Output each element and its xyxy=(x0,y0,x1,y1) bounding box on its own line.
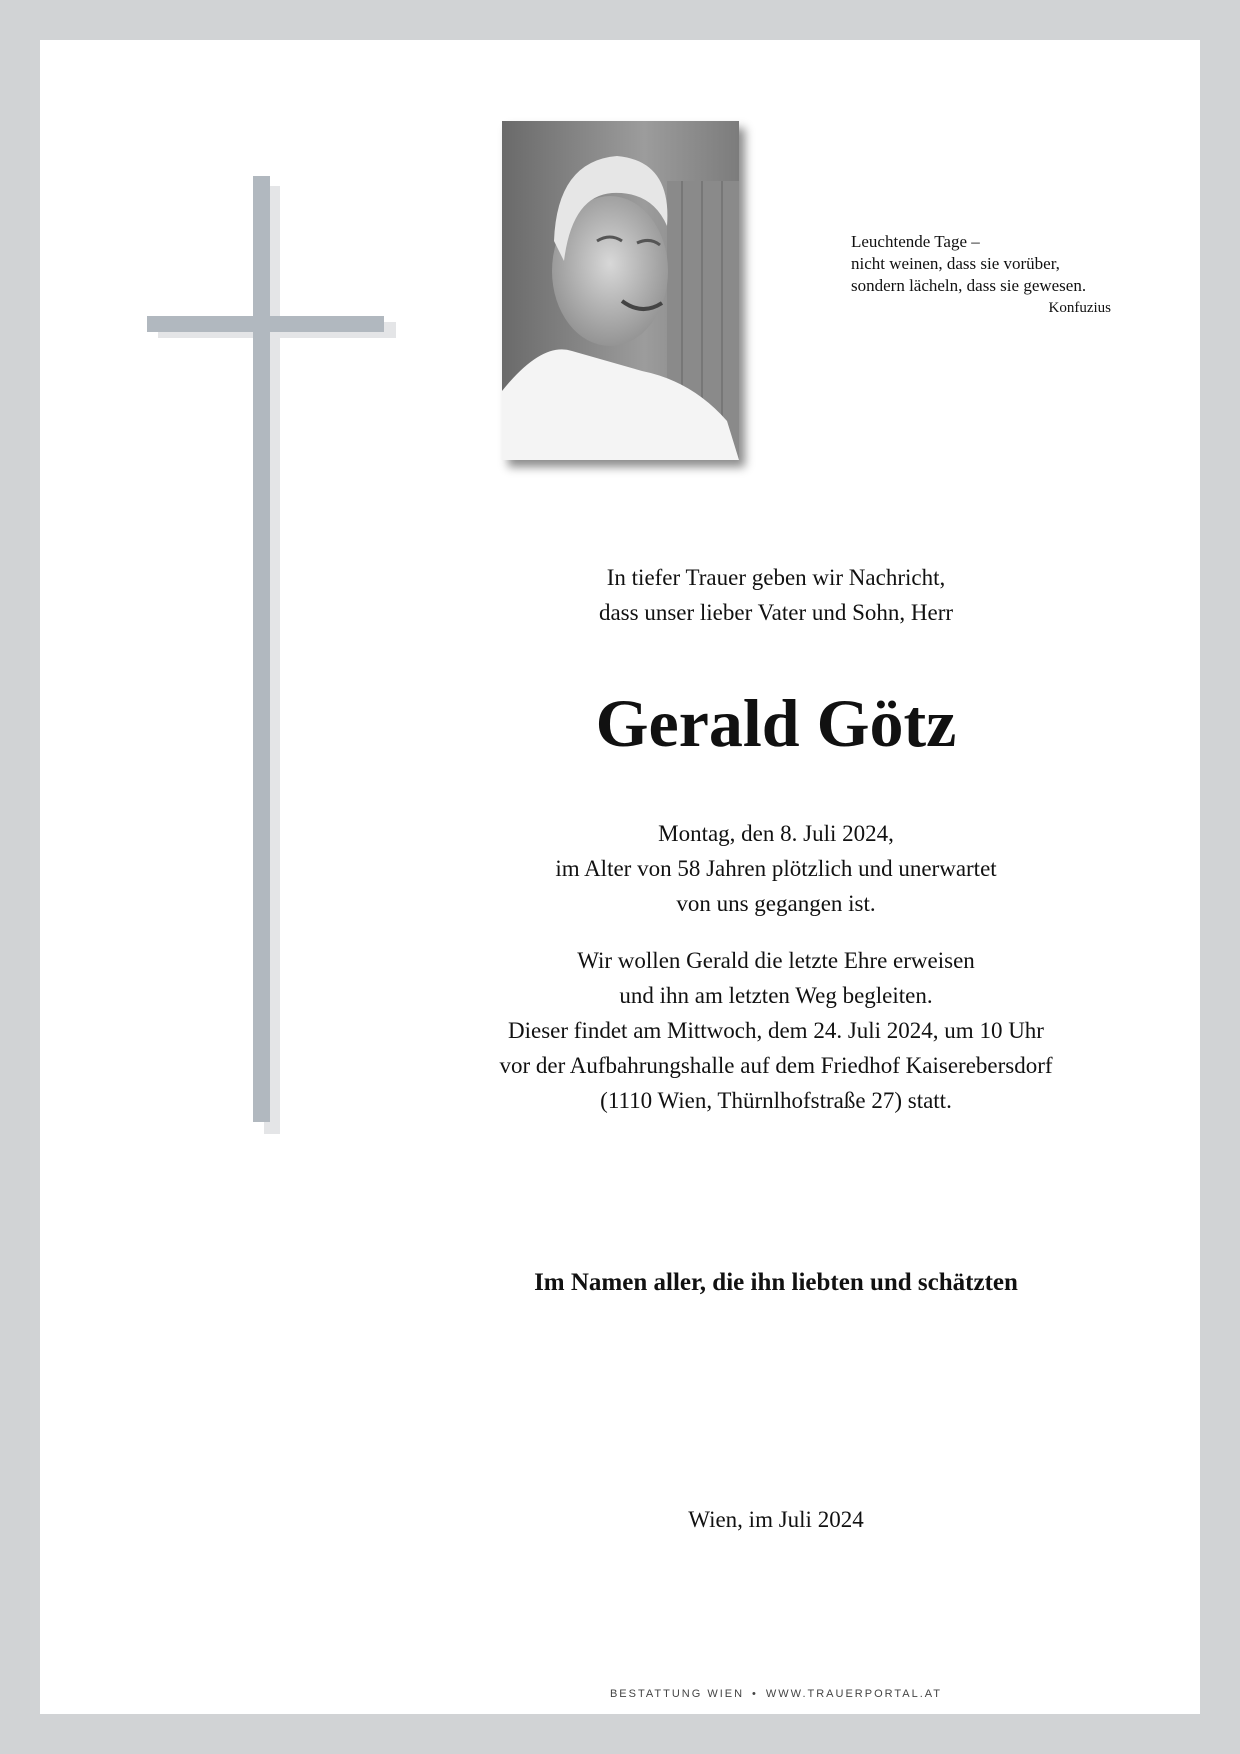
death-line: Montag, den 8. Juli 2024, xyxy=(658,821,894,846)
footer xyxy=(380,1688,1172,1700)
deceased-name: Gerald Götz xyxy=(595,685,957,761)
quote-block xyxy=(851,231,1111,318)
quote-author: Konfuzius xyxy=(1048,300,1111,316)
death-line: von uns gegangen ist. xyxy=(676,891,876,916)
service-line: (1110 Wien, Thürnlhofstraße 27) statt. xyxy=(600,1088,952,1113)
quote-line: nicht weinen, dass sie vorüber, xyxy=(851,254,1060,273)
obituary-sheet xyxy=(40,40,1200,1714)
place-date: Wien, im Juli 2024 xyxy=(688,1507,864,1532)
service-line: und ihn am letzten Weg begleiten. xyxy=(619,983,933,1008)
footer-separator: • xyxy=(752,1688,758,1700)
service-line: Wir wollen Gerald die letzte Ehre erweisen xyxy=(577,948,975,973)
death-notice xyxy=(380,816,1172,921)
footer-website-link[interactable]: WWW.TRAUERPORTAL.AT xyxy=(765,1688,943,1700)
intro-line: dass unser lieber Vater und Sohn, Herr xyxy=(598,600,954,625)
death-line: im Alter von 58 Jahren plötzlich und unerwartet xyxy=(555,856,997,881)
quote-line: sondern lächeln, dass sie gewesen. xyxy=(851,276,1087,295)
footer-company: BESTATTUNG WIEN xyxy=(609,1688,745,1700)
intro-line: In tiefer Trauer geben wir Nachricht, xyxy=(606,565,946,590)
intro-text xyxy=(380,560,1172,630)
family-signature: Im Namen aller, die ihn liebten und schätzten xyxy=(534,1269,1018,1296)
funeral-service-info xyxy=(380,943,1172,1118)
portrait-photo xyxy=(502,121,739,460)
portrait-image xyxy=(502,121,739,460)
service-line: vor der Aufbahrungshalle auf dem Friedhof Kaiserebersdorf xyxy=(499,1053,1053,1078)
quote-line: Leuchtende Tage – xyxy=(851,232,980,251)
service-line: Dieser findet am Mittwoch, dem 24. Juli 2024, um 10 Uhr xyxy=(508,1018,1044,1043)
cross-icon-horizontal-beam xyxy=(147,316,384,332)
